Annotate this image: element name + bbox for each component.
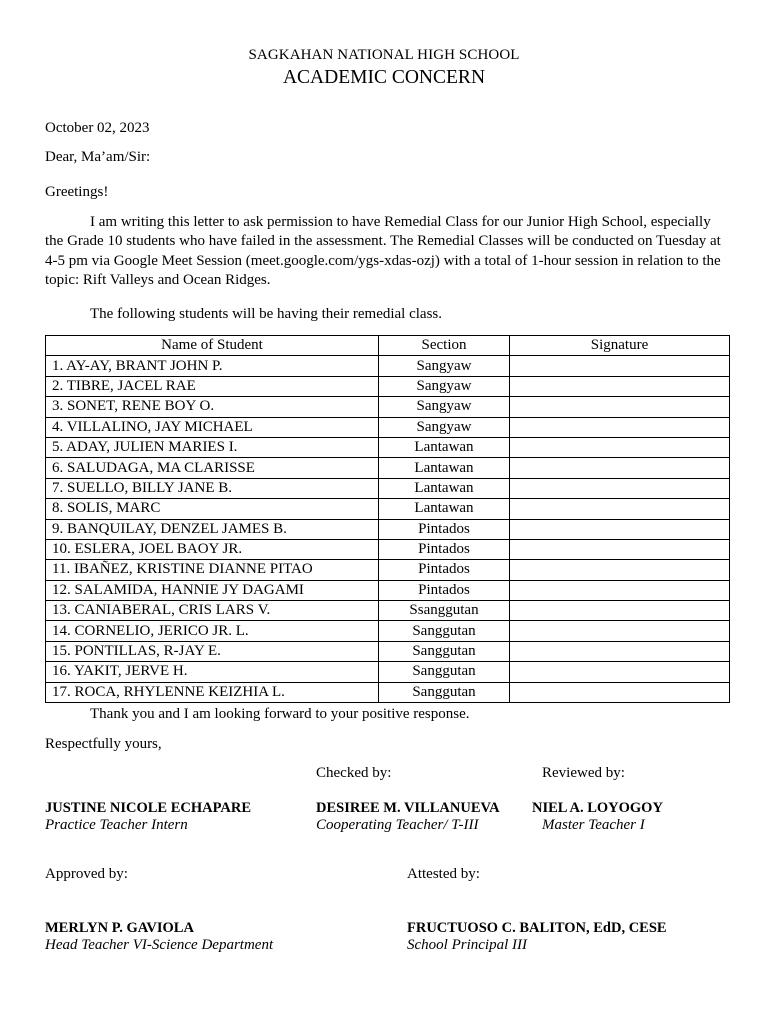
section-cell: Sanggutan [379,662,510,682]
student-name-cell: 15. PONTILLAS, R-JAY E. [46,641,379,661]
student-name-cell: 12. SALAMIDA, HANNIE JY DAGAMI [46,580,379,600]
section-cell: Pintados [379,519,510,539]
table-row [46,580,730,600]
table-row [46,458,730,478]
table-row [46,682,730,702]
checked-by-label: Checked by: [316,765,392,781]
table-row [46,641,730,661]
student-name-cell: 3. SONET, RENE BOY O. [46,397,379,417]
table-intro: The following students will be having their remedial class. [90,306,443,322]
section-cell: Lantawan [379,478,510,498]
student-name-cell: 2. TIBRE, JACEL RAE [46,376,379,396]
table-row [46,560,730,580]
reviewer-name: NIEL A. LOYOGOY [532,800,663,816]
signature-cell [510,662,730,682]
table-row [46,376,730,396]
signature-cell [510,356,730,376]
signature-cell [510,682,730,702]
table-row [46,601,730,621]
table-row [46,662,730,682]
author-name: JUSTINE NICOLE ECHAPARE [45,800,251,816]
student-name-cell: 10. ESLERA, JOEL BAOY JR. [46,539,379,559]
checker-role: Cooperating Teacher/ T-III [316,817,479,833]
signature-cell [510,417,730,437]
signature-cell [510,458,730,478]
document-title: ACADEMIC CONCERN [282,67,486,88]
letter-body: I am writing this letter to ask permission to have Remedial Class for our Junior High School, especially the Grade 10 students who have failed in the assessment. The Remedial Classes will be conducted on Tuesday at 4-5 pm via Google Meet Session (meet.google.com/ygs-xdas-ozj) with a total of 1-hour session in relation to the topic: Rift Valleys and Ocean Ridges. [45,214,721,289]
column-header-signature: Signature [510,336,730,356]
section-cell: Pintados [379,539,510,559]
student-name-cell: 16. YAKIT, JERVE H. [46,662,379,682]
section-cell: Lantawan [379,499,510,519]
section-cell: Sangyaw [379,376,510,396]
author-role: Practice Teacher Intern [45,817,188,833]
attester-role: School Principal III [407,937,527,953]
signature-cell [510,499,730,519]
student-name-cell: 8. SOLIS, MARC [46,499,379,519]
signature-cell [510,560,730,580]
section-cell: Sangyaw [379,356,510,376]
table-row [46,478,730,498]
signature-cell [510,621,730,641]
attester-name: FRUCTUOSO C. BALITON, EdD, CESE [407,920,667,936]
approver-name: MERLYN P. GAVIOLA [45,920,194,936]
section-cell: Lantawan [379,458,510,478]
student-name-cell: 9. BANQUILAY, DENZEL JAMES B. [46,519,379,539]
student-name-cell: 11. IBAÑEZ, KRISTINE DIANNE PITAO [46,560,379,580]
student-name-cell: 14. CORNELIO, JERICO JR. L. [46,621,379,641]
closing-line: Thank you and I am looking forward to your positive response. [90,706,470,722]
table-row [46,356,730,376]
table-row [46,417,730,437]
table-row [46,621,730,641]
column-header-section: Section [379,336,510,356]
checker-name: DESIREE M. VILLANUEVA [316,800,500,816]
section-cell: Pintados [379,560,510,580]
letter-date: October 02, 2023 [45,120,150,136]
student-name-cell: 13. CANIABERAL, CRIS LARS V. [46,601,379,621]
student-name-cell: 7. SUELLO, BILLY JANE B. [46,478,379,498]
reviewer-role: Master Teacher I [542,817,645,833]
student-name-cell: 17. ROCA, RHYLENNE KEIZHIA L. [46,682,379,702]
student-name-cell: 1. AY-AY, BRANT JOHN P. [46,356,379,376]
table-row [46,499,730,519]
student-table [45,335,730,703]
section-cell: Sanggutan [379,682,510,702]
column-header-name: Name of Student [46,336,379,356]
greeting: Greetings! [45,184,109,200]
attested-by-label: Attested by: [407,866,480,882]
student-name-cell: 6. SALUDAGA, MA CLARISSE [46,458,379,478]
approved-by-label: Approved by: [45,866,128,882]
table-header-row [46,336,730,356]
section-cell: Ssanggutan [379,601,510,621]
section-cell: Pintados [379,580,510,600]
section-cell: Sangyaw [379,417,510,437]
section-cell: Sanggutan [379,641,510,661]
signature-cell [510,641,730,661]
table-row [46,437,730,457]
signature-cell [510,580,730,600]
salutation: Dear, Ma’am/Sir: [45,149,151,165]
signature-cell [510,601,730,621]
table-row [46,397,730,417]
student-name-cell: 5. ADAY, JULIEN MARIES I. [46,437,379,457]
signature-cell [510,478,730,498]
signature-cell [510,376,730,396]
school-name: SAGKAHAN NATIONAL HIGH SCHOOL [248,47,520,63]
signature-cell [510,397,730,417]
signature-cell [510,539,730,559]
student-name-cell: 4. VILLALINO, JAY MICHAEL [46,417,379,437]
approver-role: Head Teacher VI-Science Department [45,937,274,953]
table-row [46,519,730,539]
section-cell: Lantawan [379,437,510,457]
signature-cell [510,519,730,539]
reviewed-by-label: Reviewed by: [542,765,625,781]
section-cell: Sangyaw [379,397,510,417]
sign-off: Respectfully yours, [45,736,162,752]
table-row [46,539,730,559]
section-cell: Sanggutan [379,621,510,641]
signature-cell [510,437,730,457]
